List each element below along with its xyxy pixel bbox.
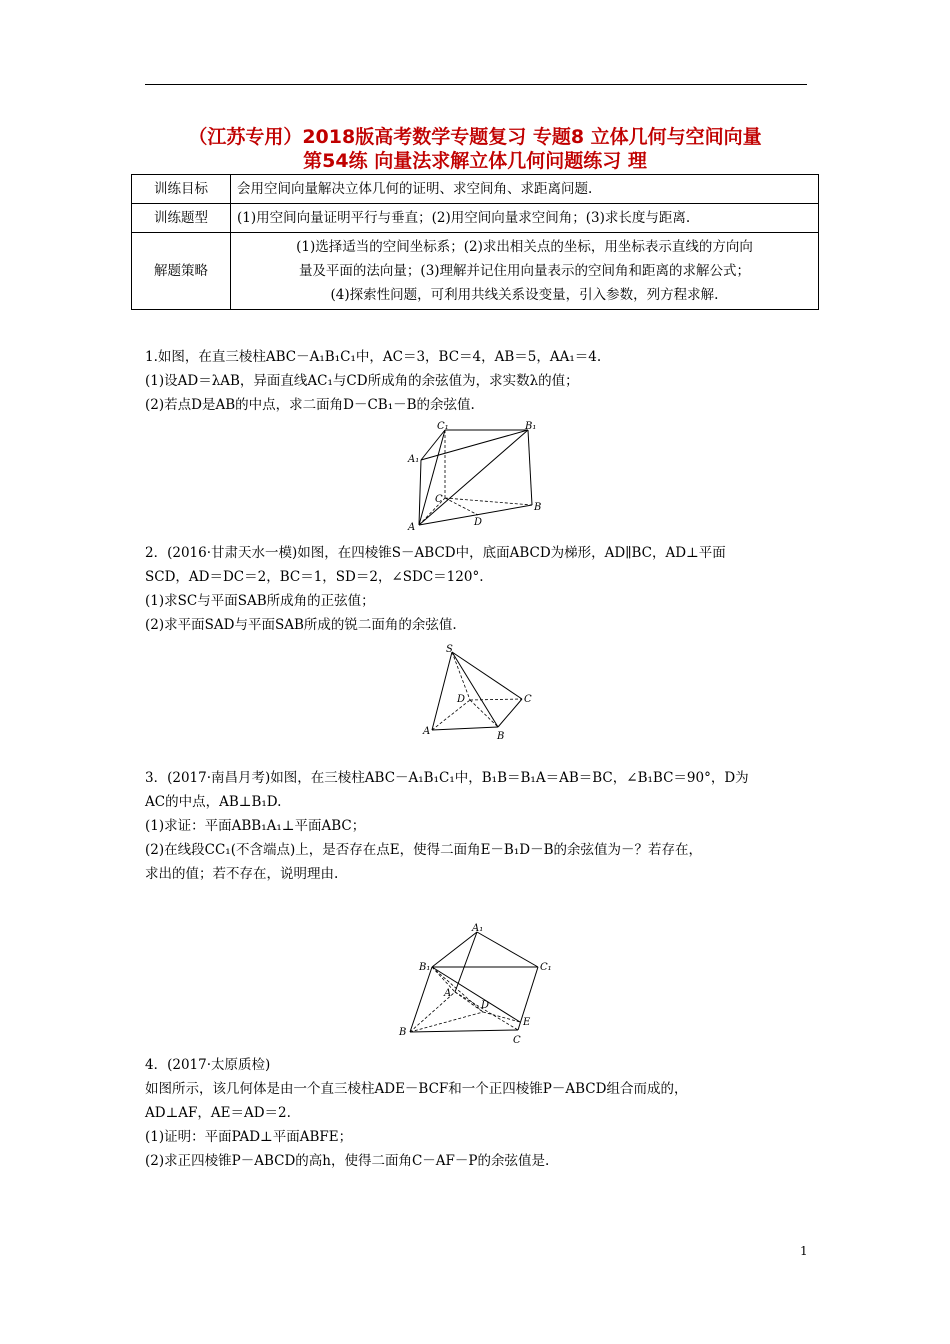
row-value: (1)用空间向量证明平行与垂直；(2)用空间向量求空间角；(3)求长度与距离. bbox=[231, 204, 819, 233]
label-b: B bbox=[534, 502, 542, 513]
problem-2-line: (2)求平面SAD与平面SAB所成的锐二面角的余弦值. bbox=[145, 617, 457, 633]
label-d: D bbox=[481, 1000, 490, 1011]
label-a: A bbox=[408, 522, 416, 533]
label-a: A bbox=[444, 988, 452, 999]
problem-3-line: AC的中点，AB⊥B₁D. bbox=[145, 794, 282, 810]
row-label: 解题策略 bbox=[132, 233, 231, 310]
problem-4-line: 4．(2017·太原质检) bbox=[145, 1057, 271, 1073]
label-b1: B₁ bbox=[419, 962, 431, 973]
label-c1: C₁ bbox=[437, 421, 449, 432]
row-label: 训练目标 bbox=[132, 175, 231, 204]
problem-1-line: 1.如图，在直三棱柱ABC－A₁B₁C₁中，AC＝3，BC＝4，AB＝5，AA₁＝4. bbox=[145, 349, 602, 365]
problem-4-line: AD⊥AF，AE＝AD＝2. bbox=[145, 1105, 291, 1121]
problem-1-line: (1)设AD＝λAB，异面直线AC₁与CD所成角的余弦值为，求实数λ的值； bbox=[145, 373, 579, 389]
label-c: C bbox=[435, 494, 443, 505]
label-a1: A₁ bbox=[408, 454, 420, 465]
label-c: C bbox=[524, 694, 532, 705]
label-a: A bbox=[423, 726, 431, 737]
problem-2-figure bbox=[420, 642, 540, 742]
table-row bbox=[132, 233, 819, 310]
label-d: D bbox=[457, 694, 466, 705]
row-value bbox=[231, 233, 819, 310]
problem-4-line: 如图所示，该几何体是由一个直三棱柱ADE－BCF和一个正四棱锥P－ABCD组合而成的， bbox=[145, 1081, 688, 1097]
training-info-table bbox=[131, 174, 819, 310]
label-c: C bbox=[513, 1035, 521, 1046]
label-b: B bbox=[399, 1027, 407, 1038]
table-row bbox=[132, 204, 819, 233]
problem-2-line: SCD，AD＝DC＝2，BC＝1，SD＝2，∠SDC＝120°. bbox=[145, 569, 484, 585]
problem-3-line: 3．(2017·南昌月考)如图，在三棱柱ABC－A₁B₁C₁中，B₁B＝B₁A＝AB＝BC，∠B₁BC＝90°，D为 bbox=[145, 770, 749, 786]
label-c1: C₁ bbox=[540, 962, 552, 973]
strategy-line: (4)探索性问题，可利用共线关系设变量，引入参数，列方程求解. bbox=[330, 287, 719, 303]
strategy-line: (1)选择适当的空间坐标系；(2)求出相关点的坐标，用坐标表示直线的方向向 bbox=[296, 239, 753, 255]
row-value: 会用空间向量解决立体几何的证明、求空间角、求距离问题. bbox=[231, 175, 819, 204]
problem-4-line: (2)求正四棱锥P－ABCD的高h，使得二面角C－AF－P的余弦值是. bbox=[145, 1153, 550, 1169]
table-row bbox=[132, 175, 819, 204]
problem-3-line: (2)在线段CC₁(不含端点)上，是否存在点E，使得二面角E－B₁D－B的余弦值为－？若存在， bbox=[145, 842, 703, 858]
problem-3-line: (1)求证：平面ABB₁A₁⊥平面ABC； bbox=[145, 818, 366, 834]
label-b1: B₁ bbox=[525, 421, 537, 432]
problem-3-line: 求出的值；若不存在，说明理由. bbox=[145, 866, 339, 882]
label-a1: A₁ bbox=[472, 923, 484, 934]
label-b: B bbox=[497, 731, 505, 742]
label-s: S bbox=[446, 644, 453, 655]
label-e: E bbox=[523, 1017, 531, 1028]
problem-2-line: 2．(2016·甘肃天水一模)如图，在四棱锥S－ABCD中，底面ABCD为梯形，AD∥BC，AD⊥平面 bbox=[145, 545, 726, 561]
problem-4-line: (1)证明：平面PAD⊥平面ABFE； bbox=[145, 1129, 353, 1145]
header-rule bbox=[145, 84, 807, 85]
problem-2-line: (1)求SC与平面SAB所成角的正弦值； bbox=[145, 593, 375, 609]
label-d: D bbox=[474, 517, 483, 528]
strategy-line: 量及平面的法向量；(3)理解并记住用向量表示的空间角和距离的求解公式； bbox=[298, 263, 751, 279]
row-label: 训练题型 bbox=[132, 204, 231, 233]
problem-1-figure bbox=[405, 420, 555, 535]
problem-3-figure bbox=[395, 922, 565, 1047]
doc-title-line2: 第54练 向量法求解立体几何问题练习 理 bbox=[303, 150, 647, 172]
page-number: 1 bbox=[800, 1244, 808, 1258]
problem-1-line: (2)若点D是AB的中点，求二面角D－CB₁－B的余弦值. bbox=[145, 397, 475, 413]
doc-title-line1: （江苏专用）2018版高考数学专题复习 专题8 立体几何与空间向量 bbox=[188, 126, 762, 148]
